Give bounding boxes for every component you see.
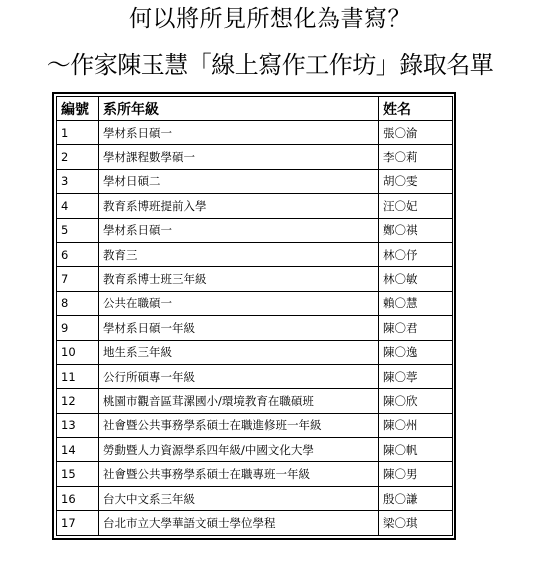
- cell-department: 公共在職碩一: [99, 291, 379, 315]
- header-number: 編號: [57, 97, 99, 121]
- table-row: [57, 389, 453, 413]
- header-name: 姓名: [379, 97, 453, 121]
- cell-name: 林〇敏: [379, 267, 453, 291]
- cell-number: 3: [57, 169, 99, 193]
- cell-department: 台北市立大學華語文碩士學位學程: [99, 511, 379, 535]
- table-row: [57, 462, 453, 486]
- cell-name: 梁〇琪: [379, 511, 453, 535]
- cell-department: 教育系博士班三年級: [99, 267, 379, 291]
- cell-number: 7: [57, 267, 99, 291]
- cell-name: 陳〇逸: [379, 340, 453, 364]
- roster-table: [56, 96, 453, 536]
- cell-department: 學材系日碩一: [99, 121, 379, 145]
- cell-number: 9: [57, 316, 99, 340]
- cell-name: 陳〇欣: [379, 389, 453, 413]
- cell-number: 1: [57, 121, 99, 145]
- table-row: [57, 218, 453, 242]
- table-row: [57, 145, 453, 169]
- cell-number: 16: [57, 486, 99, 510]
- cell-number: 11: [57, 364, 99, 388]
- cell-name: 張〇渝: [379, 121, 453, 145]
- cell-number: 5: [57, 218, 99, 242]
- cell-department: 社會暨公共事務學系碩士在職專班一年級: [99, 462, 379, 486]
- cell-department: 地生系三年級: [99, 340, 379, 364]
- cell-number: 10: [57, 340, 99, 364]
- cell-name: 鄭〇祺: [379, 218, 453, 242]
- cell-number: 6: [57, 242, 99, 266]
- table-row: [57, 364, 453, 388]
- cell-name: 陳〇男: [379, 462, 453, 486]
- table-row: [57, 169, 453, 193]
- cell-department: 學材系日碩一年級: [99, 316, 379, 340]
- table-row: [57, 121, 453, 145]
- cell-number: 14: [57, 438, 99, 462]
- table-row: [57, 242, 453, 266]
- table-row: [57, 413, 453, 437]
- table-row: [57, 316, 453, 340]
- table-row: [57, 438, 453, 462]
- cell-name: 汪〇妃: [379, 194, 453, 218]
- cell-department: 台大中文系三年級: [99, 486, 379, 510]
- cell-name: 胡〇雯: [379, 169, 453, 193]
- cell-number: 15: [57, 462, 99, 486]
- cell-name: 賴〇慧: [379, 291, 453, 315]
- roster-table-frame: [52, 92, 456, 540]
- cell-department: 學材課程數學碩一: [99, 145, 379, 169]
- cell-name: 李〇莉: [379, 145, 453, 169]
- roster-table-body: [57, 121, 453, 536]
- table-row: [57, 267, 453, 291]
- header-department: 系所年級: [99, 97, 379, 121]
- table-row: [57, 340, 453, 364]
- cell-department: 教育三: [99, 242, 379, 266]
- cell-department: 學材系日碩一: [99, 218, 379, 242]
- cell-number: 8: [57, 291, 99, 315]
- cell-department: 學材日碩二: [99, 169, 379, 193]
- cell-number: 4: [57, 194, 99, 218]
- cell-name: 殷〇謙: [379, 486, 453, 510]
- document-title: 何以將所見所想化為書寫？: [129, 6, 411, 32]
- cell-department: 社會暨公共事務學系碩士在職進修班一年級: [99, 413, 379, 437]
- cell-department: 桃園市觀音區茸漯國小/環境教育在職碩班: [99, 389, 379, 413]
- table-row: [57, 291, 453, 315]
- document-subtitle: ～作家陳玉慧「線上寫作工作坊」錄取名單: [46, 51, 494, 79]
- table-row: [57, 194, 453, 218]
- table-row: [57, 511, 453, 535]
- cell-department: 教育系博班提前入學: [99, 194, 379, 218]
- table-header-row: [57, 97, 453, 121]
- cell-name: 陳〇君: [379, 316, 453, 340]
- cell-name: 林〇伃: [379, 242, 453, 266]
- cell-number: 17: [57, 511, 99, 535]
- cell-number: 2: [57, 145, 99, 169]
- cell-department: 勞動暨人力資源學系四年級/中國文化大學: [99, 438, 379, 462]
- cell-number: 12: [57, 389, 99, 413]
- cell-number: 13: [57, 413, 99, 437]
- cell-name: 陳〇州: [379, 413, 453, 437]
- cell-department: 公行所碩專一年級: [99, 364, 379, 388]
- table-row: [57, 486, 453, 510]
- cell-name: 陳〇葶: [379, 364, 453, 388]
- cell-name: 陳〇帆: [379, 438, 453, 462]
